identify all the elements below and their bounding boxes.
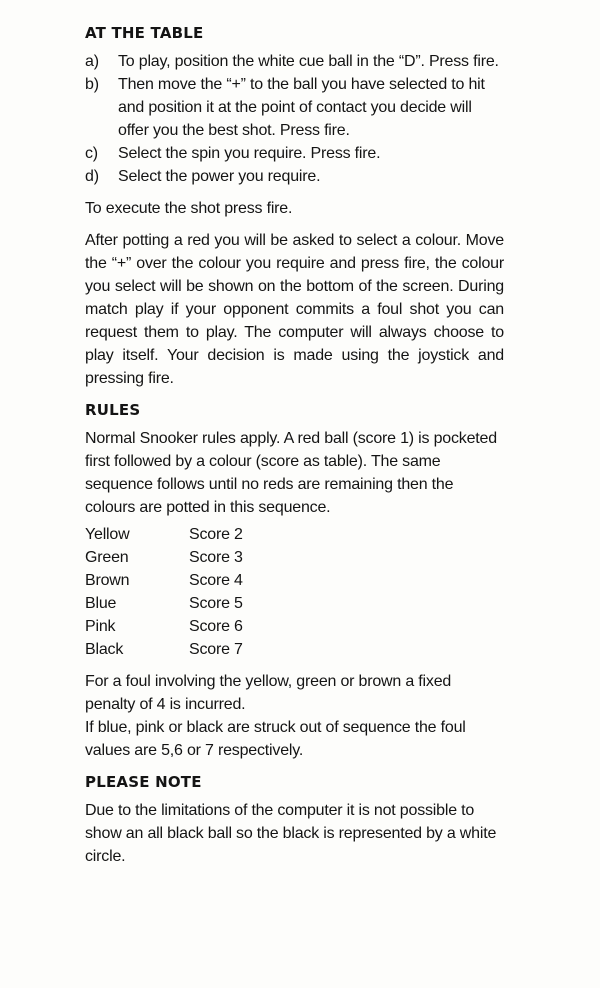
table-row	[85, 638, 243, 661]
step-a	[85, 50, 504, 73]
ball-colour: Pink	[85, 618, 116, 635]
heading-rules: RULES	[85, 401, 141, 419]
ball-score: Score 6	[189, 618, 243, 635]
step-c	[85, 142, 504, 165]
ball-colour: Black	[85, 641, 124, 658]
score-table	[85, 523, 243, 661]
please-note-text: Due to the limitations of the computer it is not possible to show an all black ball so the black is represented by a white circle.	[85, 802, 497, 865]
rules-intro: Normal Snooker rules apply. A red ball (score 1) is pocketed first followed by a colour (score as table). The same sequence follows until no reds are remaining then the colours are potted in this sequence.	[85, 430, 497, 516]
step-letter: d)	[85, 168, 99, 185]
ball-score: Score 7	[189, 641, 243, 658]
step-text: Then move the “+” to the ball you have selected to hit and position it at the point of contact you decide will offer you the best shot. Press fire.	[118, 76, 485, 139]
ball-colour: Green	[85, 549, 129, 566]
ball-colour: Brown	[85, 572, 130, 589]
table-row	[85, 569, 243, 592]
ball-colour: Blue	[85, 595, 117, 612]
ball-score: Score 3	[189, 549, 243, 566]
heading-at-the-table: AT THE TABLE	[85, 24, 204, 42]
step-text: Select the spin you require. Press fire.	[118, 145, 381, 162]
table-row	[85, 546, 243, 569]
table-row	[85, 523, 243, 546]
execute-shot-text: To execute the shot press fire.	[85, 200, 293, 217]
step-letter: b)	[85, 76, 99, 93]
step-text: To play, position the white cue ball in the “D”. Press fire.	[118, 53, 499, 70]
table-row	[85, 592, 243, 615]
step-letter: c)	[85, 145, 98, 162]
ball-score: Score 2	[189, 526, 243, 543]
ball-score: Score 4	[189, 572, 243, 589]
foul-sequence-text: If blue, pink or black are struck out of sequence the foul values are 5,6 or 7 respectively.	[85, 719, 466, 759]
step-letter: a)	[85, 53, 99, 70]
step-b	[85, 73, 504, 142]
table-row	[85, 615, 243, 638]
heading-please-note: PLEASE NOTE	[85, 773, 202, 791]
foul-penalty-text: For a foul involving the yellow, green or brown a fixed penalty of 4 is incurred.	[85, 673, 452, 713]
step-d	[85, 165, 504, 188]
ball-colour: Yellow	[85, 526, 130, 543]
steps-list	[85, 50, 504, 188]
colour-selection-paragraph: After potting a red you will be asked to select a colour. Move the “+” over the colour you require and press fire, the colour you select will be shown on the bottom of the screen. During match play if your opponent commits a foul shot you can request them to play. The computer will always choose to play itself. Your decision is made using the joystick and pressing fire.	[85, 232, 504, 387]
ball-score: Score 5	[189, 595, 243, 612]
step-text: Select the power you require.	[118, 168, 321, 185]
